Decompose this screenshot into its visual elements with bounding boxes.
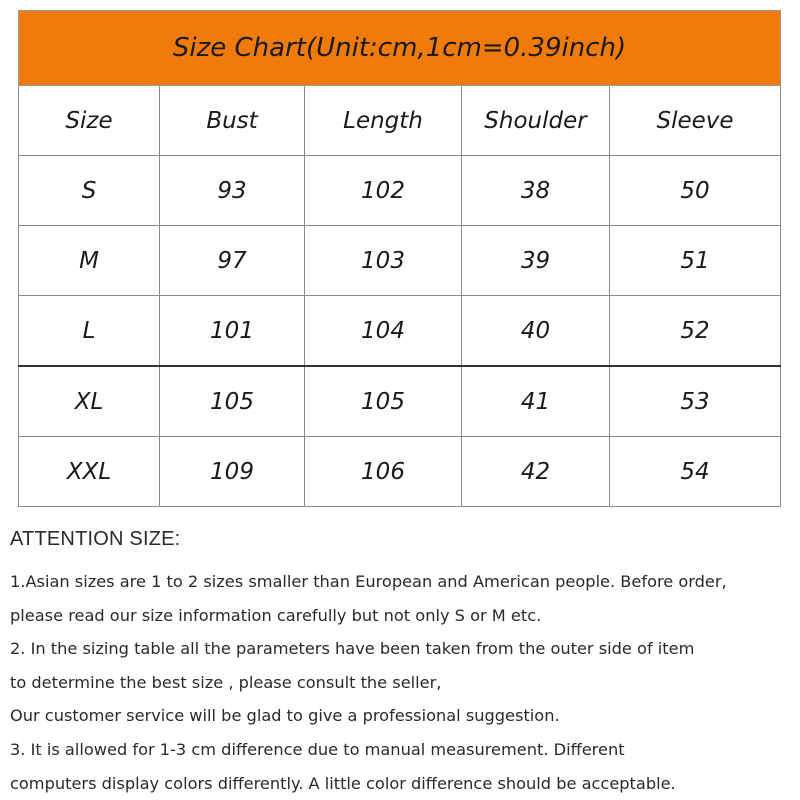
table-cell: M: [19, 226, 160, 296]
table-cell: XL: [19, 366, 160, 437]
notes-line: Our customer service will be glad to give a professional suggestion.: [10, 706, 560, 726]
table-cell: 93: [160, 156, 305, 226]
table-cell: 52: [610, 296, 781, 367]
table-row: [19, 366, 781, 437]
size-chart-title: Size Chart(Unit:cm,1cm=0.39inch): [19, 11, 781, 86]
table-cell: 38: [462, 156, 610, 226]
notes-line: please read our size information carefully but not only S or M etc.: [10, 605, 542, 625]
notes-line: computers display colors differently. A little color difference should be acceptable.: [10, 773, 676, 793]
table-cell: 102: [305, 156, 462, 226]
table-header-row: [19, 86, 781, 156]
notes-line: 1.Asian sizes are 1 to 2 sizes smaller than European and American people. Before order,: [10, 572, 727, 591]
table-cell: 50: [610, 156, 781, 226]
column-header-size: Size: [19, 86, 160, 156]
table-cell: 101: [160, 296, 305, 367]
table-cell: 104: [305, 296, 462, 367]
notes-line: 3. It is allowed for 1-3 cm difference due to manual measurement. Different: [10, 739, 625, 759]
table-cell: 109: [160, 437, 305, 507]
table-cell: 40: [462, 296, 610, 367]
size-chart-table: [18, 10, 781, 507]
table-row: [19, 226, 781, 296]
notes-line: 2. In the sizing table all the parameters have been taken from the outer side of item: [10, 639, 695, 659]
notes-heading: ATTENTION SIZE:: [10, 528, 181, 550]
table-cell: 39: [462, 226, 610, 296]
table-cell: 53: [610, 366, 781, 437]
table-cell: 105: [160, 366, 305, 437]
table-row: [19, 296, 781, 367]
table-cell: S: [19, 156, 160, 226]
column-header-bust: Bust: [160, 86, 305, 156]
table-cell: 41: [462, 366, 610, 437]
table-cell: 97: [160, 226, 305, 296]
attention-notes: [10, 528, 790, 800]
table-cell: 103: [305, 226, 462, 296]
column-header-shoulder: Shoulder: [462, 86, 610, 156]
table-cell: 51: [610, 226, 781, 296]
table-cell: 42: [462, 437, 610, 507]
table-cell: L: [19, 296, 160, 367]
column-header-sleeve: Sleeve: [610, 86, 781, 156]
table-row: [19, 437, 781, 507]
table-cell: 105: [305, 366, 462, 437]
column-header-length: Length: [305, 86, 462, 156]
table-cell: 54: [610, 437, 781, 507]
table-cell: XXL: [19, 437, 160, 507]
table-cell: 106: [305, 437, 462, 507]
table-row: [19, 156, 781, 226]
notes-line: to determine the best size , please consult the seller,: [10, 672, 442, 692]
